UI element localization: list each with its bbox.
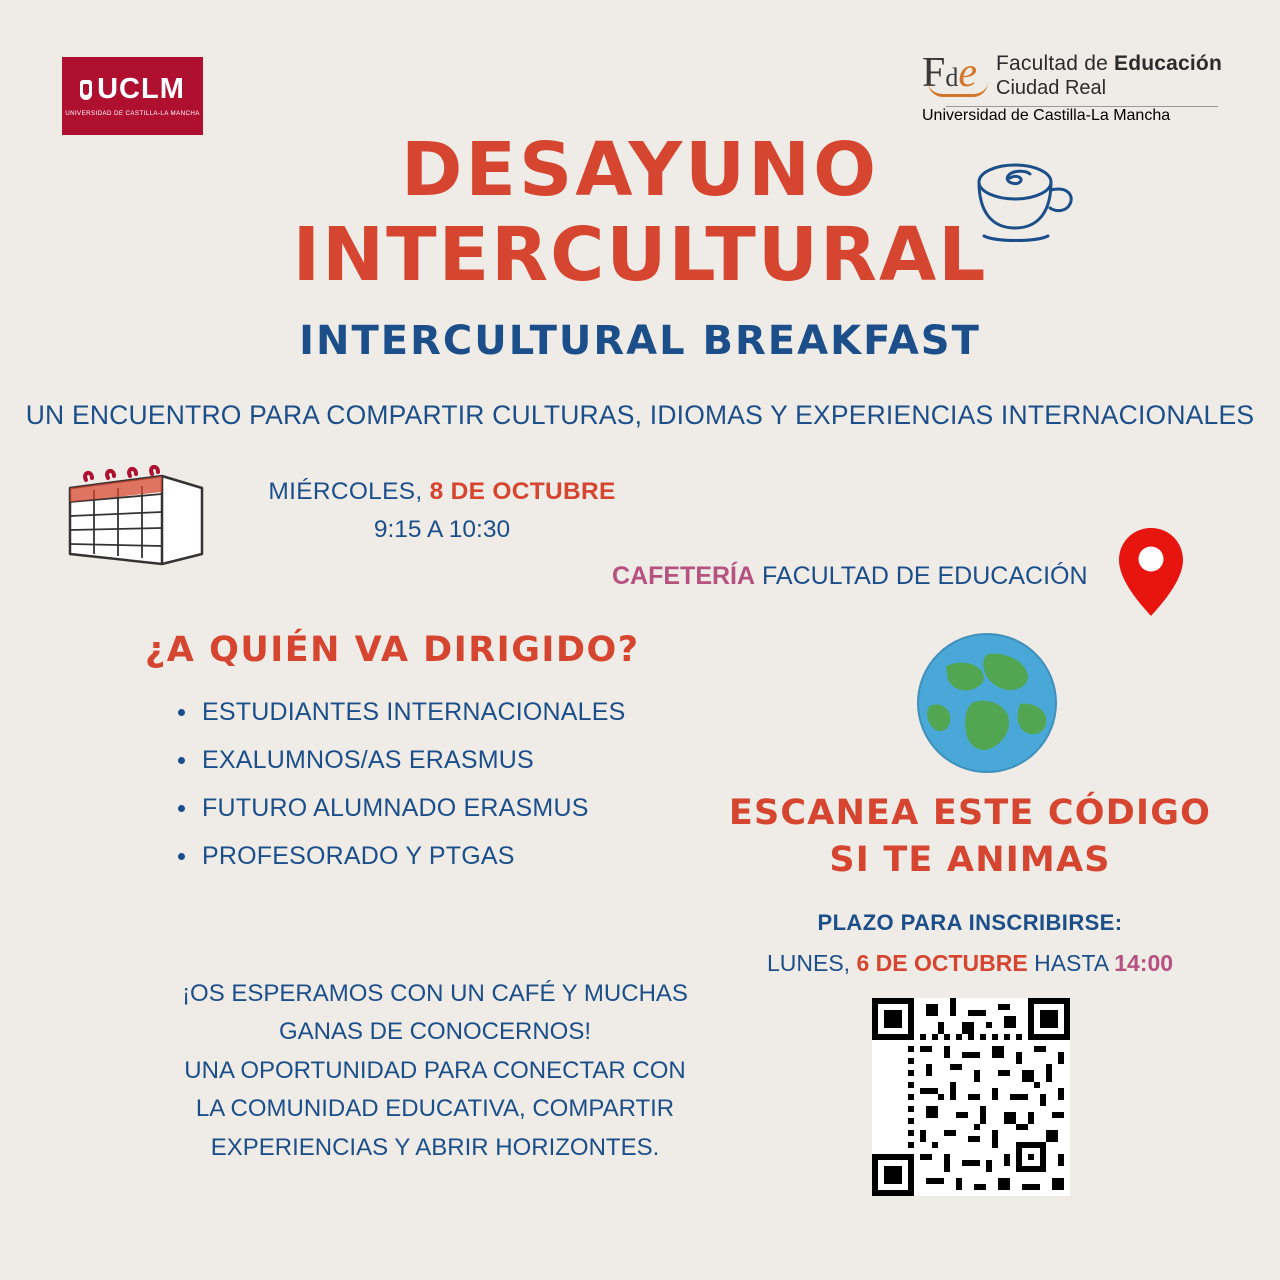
faculty-logo-text [996,52,1222,100]
fde-letter-e: e [958,50,978,96]
page-tagline: UN ENCUENTRO PARA COMPARTIR CULTURAS, IDIOMAS Y EXPERIENCIAS INTERNACIONALES [25,400,1255,430]
faculty-name-bold: Educación [1114,52,1222,75]
qr-code-icon[interactable] [872,998,1070,1196]
deadline-middle: HASTA [1027,950,1115,976]
faculty-name [996,52,1222,76]
deadline-heading: PLAZO PARA INSCRIBIRSE: [817,910,1123,935]
event-datetime [232,478,652,544]
deadline-prefix: LUNES, [766,950,857,976]
closing-line3: UNA OPORTUNIDAD PARA CONECTAR CON [184,1056,686,1084]
fde-monogram [922,52,984,94]
deadline-detail [700,950,1240,977]
uclm-wordmark [80,75,185,104]
shield-icon [80,80,92,100]
event-location-accent: CAFETERÍA [612,562,756,590]
deadline-date: 6 DE OCTUBRE [856,950,1028,976]
list-item: FUTURO ALUMNADO ERASMUS [178,794,626,823]
event-date-accent: 8 DE OCTUBRE [429,478,616,505]
page-title-line2: INTERCULTURAL [292,212,988,299]
uclm-logo-text: UCLM [97,73,185,105]
calendar-icon [52,458,212,568]
audience-list [150,698,626,890]
list-item: EXALUMNOS/AS ERASMUS [178,746,626,775]
list-item: PROFESORADO Y PTGAS [178,842,626,871]
event-weekday: MIÉRCOLES, [268,478,430,505]
uclm-logo [62,57,203,135]
scan-prompt-line1: ESCANEA ESTE CÓDIGO [728,793,1212,833]
page-title-line1: DESAYUNO [401,127,879,213]
event-location [612,562,1088,591]
closing-line1: ¡OS ESPERAMOS CON UN CAFÉ Y MUCHAS [182,980,688,1007]
event-date [232,478,652,506]
closing-line4: LA COMUNIDAD EDUCATIVA, COMPARTIR [195,1095,675,1123]
faculty-city: Ciudad Real [996,77,1107,99]
closing-message [140,975,730,1167]
fde-swoosh-icon [928,82,988,97]
globe-icon [916,632,1058,774]
event-time: 9:15 A 10:30 [373,516,511,543]
scan-prompt [720,790,1220,885]
deadline-time: 14:00 [1114,950,1174,976]
uclm-logo-tagline: UNIVERSIDAD DE CASTILLA-LA MANCHA [65,110,200,117]
audience-heading: ¿A QUIÉN VA DIRIGIDO? [145,630,640,670]
list-item: ESTUDIANTES INTERNACIONALES [178,698,626,727]
fde-letter-d: d [945,63,959,92]
coffee-cup-icon [960,150,1080,250]
location-pin-icon [1116,526,1186,618]
faculty-logo-row [922,52,1222,100]
faculty-name-light: Facultad de [996,52,1114,75]
scan-prompt-line2: SI TE ANIMAS [829,840,1111,881]
fde-letter-f: F [922,50,946,96]
closing-line5: EXPERIENCIAS Y ABRIR HORIZONTES. [210,1133,660,1161]
closing-line2: GANAS DE CONOCERNOS! [278,1018,592,1046]
event-location-rest: FACULTAD DE EDUCACIÓN [755,562,1088,590]
page-subtitle: INTERCULTURAL BREAKFAST [299,318,981,364]
faculty-university: Universidad de Castilla-La Mancha [922,107,1171,124]
page-title [0,128,1280,298]
faculty-logo [922,52,1222,125]
